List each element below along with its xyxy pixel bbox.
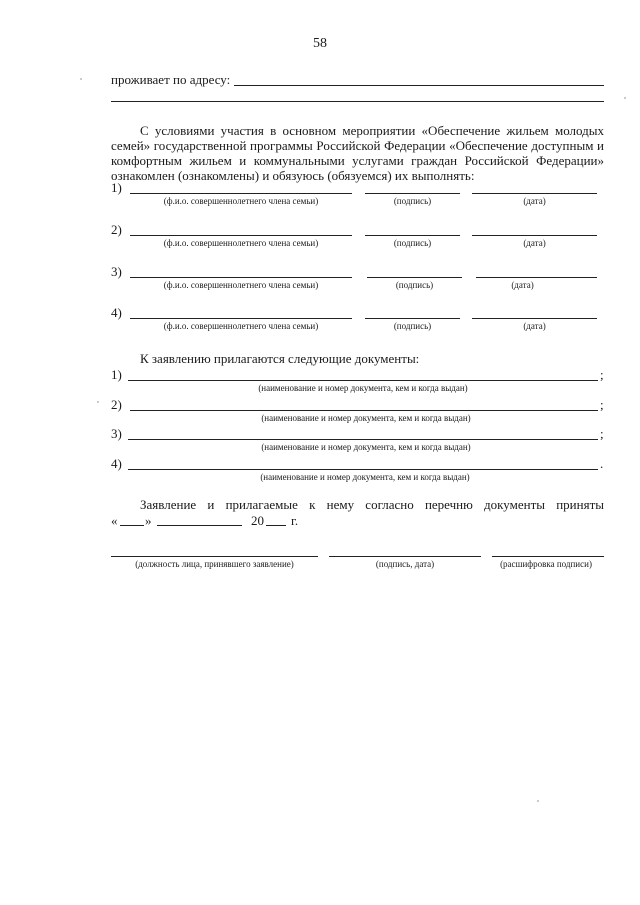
member-number: 4)	[111, 305, 122, 320]
receiver-signature-field[interactable]	[329, 556, 481, 557]
acceptance-day-field[interactable]	[120, 525, 144, 526]
acceptance-year-prefix: 20	[251, 513, 264, 528]
attachment-number: 4)	[111, 456, 122, 471]
attachment-caption: (наименование и номер документа, кем и когда выдан)	[261, 413, 471, 423]
member-signature-caption: (подпись)	[393, 196, 432, 206]
member-name-caption: (ф.и.о. совершеннолетнего члена семьи)	[163, 280, 319, 290]
acceptance-date-close-quote: »	[145, 513, 152, 528]
member-number: 2)	[111, 222, 122, 237]
attachment-field[interactable]	[128, 380, 598, 381]
member-name-caption: (ф.и.о. совершеннолетнего члена семьи)	[163, 196, 319, 206]
attachment-field[interactable]	[128, 439, 598, 440]
conditions-line-4: ознакомлен (ознакомлены) и обязуюсь (обязуемся) их выполнять:	[111, 168, 475, 183]
address-field-line-1[interactable]	[234, 85, 604, 86]
scan-speck	[80, 78, 82, 80]
scan-speck	[537, 800, 539, 802]
attachment-end-mark: ;	[600, 397, 604, 412]
receiver-position-caption: (должность лица, принявшего заявление)	[135, 559, 294, 569]
member-date-field[interactable]	[472, 235, 597, 236]
attachment-end-mark: ;	[600, 367, 604, 382]
member-signature-caption: (подпись)	[395, 280, 434, 290]
member-signature-field[interactable]	[367, 277, 462, 278]
scan-speck	[97, 401, 99, 403]
member-name-field[interactable]	[130, 193, 352, 194]
conditions-line-3: комфортным жильем и коммунальными услугами граждан Российской Федерации»	[111, 153, 604, 168]
address-field-line-2[interactable]	[111, 101, 604, 102]
attachment-number: 2)	[111, 397, 122, 412]
attachment-caption: (наименование и номер документа, кем и когда выдан)	[258, 383, 468, 393]
member-signature-caption: (подпись)	[393, 321, 432, 331]
member-date-field[interactable]	[472, 318, 597, 319]
attachment-caption: (наименование и номер документа, кем и когда выдан)	[261, 442, 471, 452]
member-name-field[interactable]	[130, 318, 352, 319]
member-date-caption: (дата)	[523, 196, 546, 206]
attachment-end-mark: .	[600, 456, 604, 471]
conditions-line-2: семей» государственной программы Российской Федерации «Обеспечение доступным и	[111, 138, 604, 153]
acceptance-date-open-quote: «	[111, 513, 118, 528]
scan-speck	[624, 97, 626, 99]
attachment-number: 1)	[111, 367, 122, 382]
member-number: 3)	[111, 264, 122, 279]
receiver-position-field[interactable]	[111, 556, 318, 557]
member-signature-field[interactable]	[365, 318, 460, 319]
member-signature-caption: (подпись)	[393, 238, 432, 248]
attachment-end-mark: ;	[600, 426, 604, 441]
attachment-field[interactable]	[128, 469, 598, 470]
acceptance-year-field[interactable]	[266, 525, 286, 526]
receiver-signature-caption: (подпись, дата)	[375, 559, 435, 569]
attachment-number: 3)	[111, 426, 122, 441]
attachment-caption: (наименование и номер документа, кем и когда выдан)	[260, 472, 470, 482]
attachments-heading: К заявлению прилагаются следующие документы:	[140, 351, 420, 366]
acceptance-month-field[interactable]	[157, 525, 242, 526]
page-number: 58	[313, 36, 327, 51]
member-date-caption: (дата)	[523, 321, 546, 331]
member-name-field[interactable]	[130, 235, 352, 236]
member-date-field[interactable]	[476, 277, 597, 278]
member-name-caption: (ф.и.о. совершеннолетнего члена семьи)	[163, 321, 319, 331]
member-signature-field[interactable]	[365, 235, 460, 236]
conditions-line-1: С условиями участия в основном мероприятии «Обеспечение жильем молодых	[140, 123, 604, 138]
member-date-field[interactable]	[472, 193, 597, 194]
member-number: 1)	[111, 180, 122, 195]
acceptance-year-suffix: г.	[291, 513, 299, 528]
receiver-decoding-field[interactable]	[492, 556, 604, 557]
attachment-field[interactable]	[130, 410, 598, 411]
member-date-caption: (дата)	[511, 280, 534, 290]
member-name-caption: (ф.и.о. совершеннолетнего члена семьи)	[163, 238, 319, 248]
member-date-caption: (дата)	[523, 238, 546, 248]
address-label: проживает по адресу:	[111, 72, 231, 87]
member-name-field[interactable]	[130, 277, 352, 278]
member-signature-field[interactable]	[365, 193, 460, 194]
acceptance-text: Заявление и прилагаемые к нему согласно перечню документы приняты	[140, 497, 604, 512]
receiver-decoding-caption: (расшифровка подписи)	[500, 559, 592, 569]
